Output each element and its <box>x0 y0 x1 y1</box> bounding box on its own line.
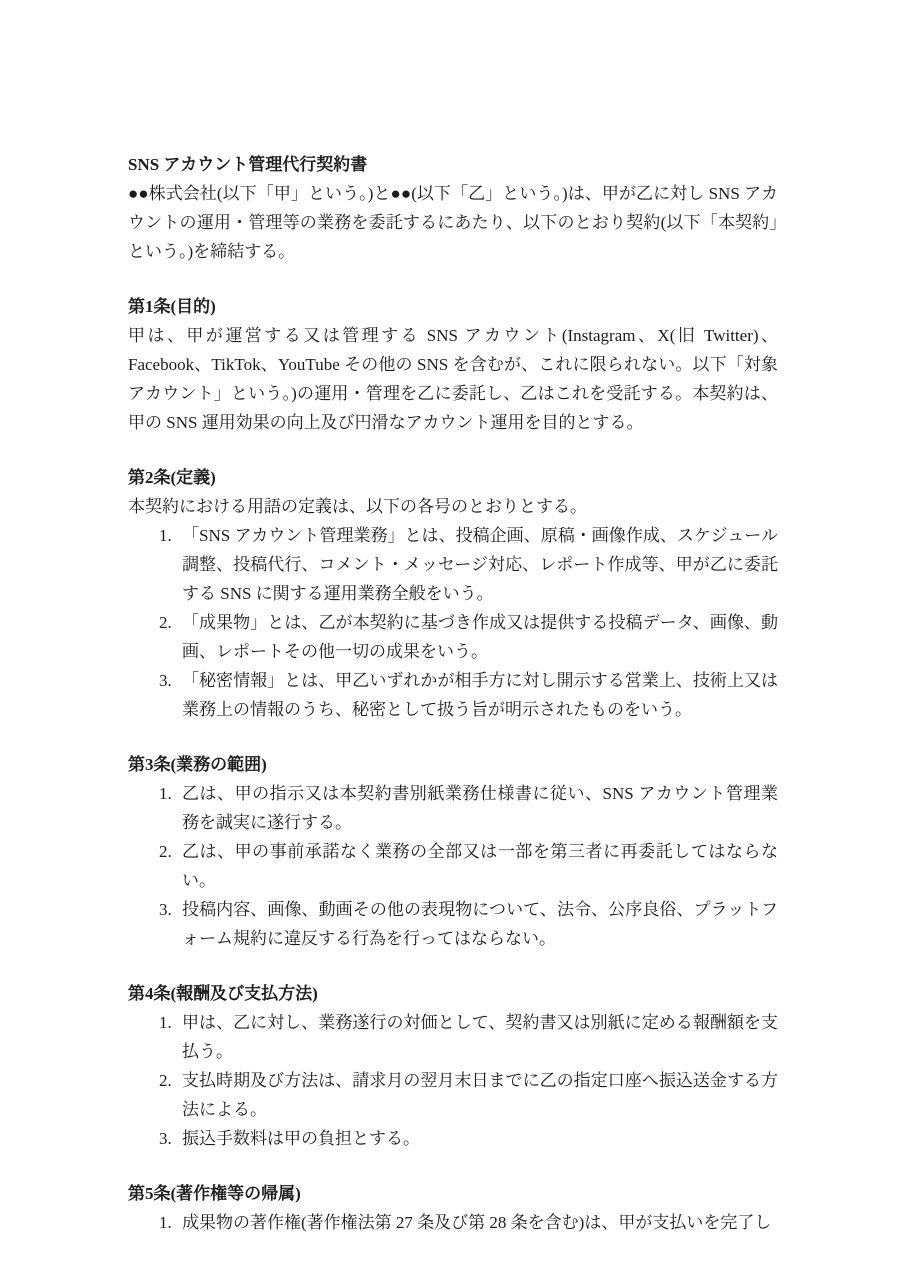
list-item-text: 甲は、乙に対し、業務遂行の対価として、契約書又は別紙に定める報酬額を支払う。 <box>182 1013 778 1061</box>
article-heading: 第3条(業務の範囲) <box>128 755 267 774</box>
list-item-number: 3. <box>159 1129 172 1148</box>
article-section <box>128 750 778 953</box>
list-item-number: 1. <box>159 784 172 803</box>
list-item-number: 2. <box>159 842 172 861</box>
article-section <box>128 463 778 724</box>
list-item-text: 投稿内容、画像、動画その他の表現物について、法令、公序良俗、プラットフォーム規約に違反する行為を行ってはならない。 <box>182 900 778 948</box>
list-item <box>128 837 778 895</box>
document-content <box>128 150 778 1237</box>
article-body: 甲は、甲が運営する又は管理する SNS アカウント(Instagram、X(旧 Twitter)、Facebook、TikTok、YouTube その他の SNS を含むが、これに限られない。以下「対象アカウント」という。)の運用・管理を乙に委託し、乙はこれを受託する。本契約は、甲の SNS 運用効果の向上及び円滑なアカウント運用を目的とする。 <box>128 326 778 432</box>
list-item <box>128 521 778 608</box>
list-item-text: 振込手数料は甲の負担とする。 <box>182 1129 420 1148</box>
article-heading: 第4条(報酬及び支払方法) <box>128 984 318 1003</box>
list-item-number: 2. <box>159 1071 172 1090</box>
list-item-number: 3. <box>159 671 172 690</box>
list-item-text: 支払時期及び方法は、請求月の翌月末日までに乙の指定口座へ振込送金する方法による。 <box>182 1071 778 1119</box>
article-heading: 第2条(定義) <box>128 468 216 487</box>
list-item-number: 1. <box>159 1213 172 1232</box>
list-item-text: 「SNS アカウント管理業務」とは、投稿企画、原稿・画像作成、スケジュール調整、投稿代行、コメント・メッセージ対応、レポート作成等、甲が乙に委託する SNS に関する運用業務全般をいう。 <box>182 526 778 603</box>
article-list <box>128 1208 778 1237</box>
list-item <box>128 1066 778 1124</box>
list-item <box>128 779 778 837</box>
list-item <box>128 1208 778 1237</box>
article-section <box>128 979 778 1153</box>
document-title: SNS アカウント管理代行契約書 <box>128 155 368 174</box>
list-item-number: 2. <box>159 613 172 632</box>
article-heading: 第1条(目的) <box>128 297 216 316</box>
article-section <box>128 1179 778 1237</box>
list-item-number: 3. <box>159 900 172 919</box>
list-item <box>128 1008 778 1066</box>
list-item-number: 1. <box>159 1013 172 1032</box>
list-item <box>128 895 778 953</box>
article-heading: 第5条(著作権等の帰属) <box>128 1184 301 1203</box>
intro-paragraph: ●●株式会社(以下「甲」という。)と●●(以下「乙」という。)は、甲が乙に対し SNS アカウントの運用・管理等の業務を委託するにあたり、以下のとおり契約(以下「本契約」という。)を締結する。 <box>128 184 778 261</box>
list-item <box>128 1124 778 1153</box>
article-body: 本契約における用語の定義は、以下の各号のとおりとする。 <box>128 497 587 516</box>
articles <box>128 292 778 1237</box>
list-item-number: 1. <box>159 526 172 545</box>
article-section <box>128 292 778 437</box>
list-item-text: 乙は、甲の指示又は本契約書別紙業務仕様書に従い、SNS アカウント管理業務を誠実に遂行する。 <box>182 784 778 832</box>
article-list <box>128 779 778 953</box>
list-item <box>128 608 778 666</box>
article-list <box>128 521 778 724</box>
article-list <box>128 1008 778 1153</box>
list-item-text: 「成果物」とは、乙が本契約に基づき作成又は提供する投稿データ、画像、動画、レポートその他一切の成果をいう。 <box>182 613 778 661</box>
list-item-text: 乙は、甲の事前承諾なく業務の全部又は一部を第三者に再委託してはならない。 <box>182 842 778 890</box>
list-item-text: 成果物の著作権(著作権法第 27 条及び第 28 条を含む)は、甲が支払いを完了し <box>182 1213 772 1232</box>
list-item <box>128 666 778 724</box>
list-item-text: 「秘密情報」とは、甲乙いずれかが相手方に対し開示する営業上、技術上又は業務上の情報のうち、秘密として扱う旨が明示されたものをいう。 <box>182 671 778 719</box>
